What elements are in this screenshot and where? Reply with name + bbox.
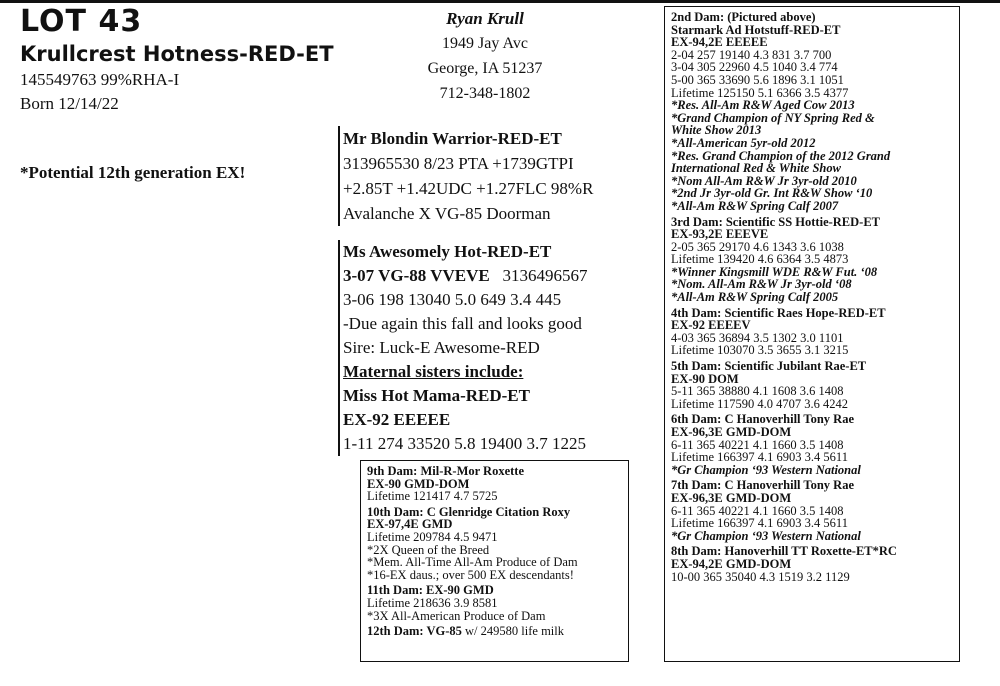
sister-score: EX-92 EEEEE bbox=[343, 410, 451, 429]
ancestor-note: *All-Am R&W Spring Calf 2005 bbox=[671, 290, 839, 305]
potential-note: *Potential 12th generation EX! bbox=[20, 163, 246, 182]
ancestors-right-box bbox=[664, 6, 960, 662]
ancestor-title: 12th Dam: VG-85 bbox=[367, 624, 462, 639]
ancestor-note: International Red & White Show bbox=[671, 161, 841, 176]
ancestor-score: EX-94,2E EEEEE bbox=[671, 35, 768, 50]
ancestor-score: EX-97,4E GMD bbox=[367, 517, 453, 532]
ancestor-12th-line bbox=[367, 625, 622, 638]
dam-registration: 3136496567 bbox=[502, 266, 588, 285]
ancestor-title: 2nd Dam: (Pictured above) bbox=[671, 10, 816, 24]
lot-number: LOT 43 bbox=[20, 4, 143, 39]
ancestor-title: 9th Dam: Mil-R-Mor Roxette bbox=[367, 464, 525, 478]
ancestor-title: 6th Dam: C Hanoverhill Tony Rae bbox=[671, 412, 855, 427]
ancestor-line: Lifetime 166397 4.1 6903 3.4 5611 bbox=[671, 516, 848, 531]
ancestor-line: Lifetime 103070 3.5 3655 3.1 3215 bbox=[671, 343, 849, 358]
ancestor-name: Starmark Ad Hotstuff-RED-ET bbox=[671, 22, 841, 37]
ancestor-score: EX-92 EEEEV bbox=[671, 318, 751, 333]
ancestor-score: EX-90 DOM bbox=[671, 371, 739, 386]
ancestor-line: 5-00 365 33690 5.6 1896 3.1 1051 bbox=[671, 72, 844, 87]
consignor-address-1: 1949 Jay Avc bbox=[442, 35, 528, 52]
ancestor-title: 4th Dam: Scientific Raes Hope-RED-ET bbox=[671, 305, 886, 320]
ancestor-line: 4-03 365 36894 3.5 1302 3.0 1101 bbox=[671, 330, 844, 345]
ancestor-line: Lifetime 117590 4.0 4707 3.6 4242 bbox=[671, 396, 848, 411]
ancestor-line: *2X Queen of the Breed bbox=[367, 542, 490, 557]
dam-note: -Due again this fall and looks good bbox=[343, 314, 582, 333]
ancestor-title: 7th Dam: C Hanoverhill Tony Rae bbox=[671, 478, 855, 493]
ancestor-note: *All-American 5yr-old 2012 bbox=[671, 135, 816, 150]
ancestor-line: 3-04 305 22960 4.5 1040 3.4 774 bbox=[671, 60, 838, 75]
animal-registration: 145549763 99%RHA-I bbox=[20, 70, 180, 89]
consignor-name: Ryan Krull bbox=[446, 9, 524, 28]
ancestor-line: Lifetime 121417 4.7 5725 bbox=[367, 489, 498, 504]
ancestor-title: 11th Dam: EX-90 GMD bbox=[367, 583, 494, 598]
ancestor-score: EX-94,2E GMD-DOM bbox=[671, 556, 792, 571]
dam-score-line bbox=[343, 264, 587, 288]
ancestor-note: *All-Am R&W Spring Calf 2007 bbox=[671, 198, 839, 213]
ancestor-note: White Show 2013 bbox=[671, 123, 762, 138]
ancestor-line: Lifetime 218636 3.9 8581 bbox=[367, 595, 498, 610]
ancestors-left-box bbox=[360, 460, 629, 662]
animal-name: Krullcrest Hotness-RED-ET bbox=[20, 42, 334, 66]
sire-name: Mr Blondin Warrior-RED-ET bbox=[343, 129, 562, 148]
ancestor-note: *Res. All-Am R&W Aged Cow 2013 bbox=[671, 98, 855, 113]
ancestor-line: Lifetime 209784 4.5 9471 bbox=[367, 529, 498, 544]
sire-line-3: Avalanche X VG-85 Doorman bbox=[343, 204, 551, 223]
sire-line-2: +2.85T +1.42UDC +1.27FLC 98%R bbox=[343, 179, 594, 198]
ancestor-score: EX-96,3E GMD-DOM bbox=[671, 425, 792, 439]
ancestor-line: 2-04 257 19140 4.3 831 3.7 700 bbox=[671, 47, 832, 62]
sister-name: Miss Hot Mama-RED-ET bbox=[343, 386, 530, 405]
ancestor-note: *Nom All-Am R&W Jr 3yr-old 2010 bbox=[671, 173, 857, 188]
consignor-address-2: George, IA 51237 bbox=[427, 60, 543, 77]
ancestor-score: EX-93,2E EEEVE bbox=[671, 227, 769, 242]
dam-score: 3-07 VG-88 VVEVE bbox=[343, 266, 490, 285]
dam-record: 3-06 198 13040 5.0 649 3.4 445 bbox=[343, 290, 562, 309]
ancestor-score: EX-96,3E GMD-DOM bbox=[671, 490, 792, 505]
ancestor-note: *2nd Jr 3yr-old Gr. Int R&W Show ‘10 bbox=[671, 186, 873, 201]
ancestor-note: *Nom. All-Am R&W Jr 3yr-old ‘08 bbox=[671, 277, 852, 292]
ancestor-note: *Res. Grand Champion of the 2012 Grand bbox=[671, 148, 891, 163]
sire-line-1: 313965530 8/23 PTA +1739GTPI bbox=[343, 154, 574, 173]
dam-sire: Sire: Luck-E Awesome-RED bbox=[343, 338, 540, 357]
ancestor-title-suffix: w/ 249580 life milk bbox=[461, 624, 564, 639]
ancestor-note: *Gr Champion ‘93 Western National bbox=[671, 462, 861, 477]
ancestor-note: *Grand Champion of NY Spring Red & bbox=[671, 110, 875, 125]
ancestor-title: 8th Dam: Hanoverhill TT Roxette-ET*RC bbox=[671, 544, 897, 559]
ancestor-line: 10-00 365 35040 4.3 1519 3.2 1129 bbox=[671, 569, 850, 584]
sister-record: 1-11 274 33520 5.8 19400 3.7 1225 bbox=[343, 434, 587, 453]
dam-block bbox=[338, 240, 587, 456]
ancestor-note: *Gr Champion ‘93 Western National bbox=[671, 528, 861, 543]
ancestor-line: *16-EX daus.; over 500 EX descendants! bbox=[367, 567, 574, 582]
top-rule bbox=[0, 0, 1000, 3]
dam-name: Ms Awesomely Hot-RED-ET bbox=[343, 242, 552, 261]
animal-birthdate: Born 12/14/22 bbox=[20, 94, 119, 113]
ancestor-note: *Winner Kingsmill WDE R&W Fut. ‘08 bbox=[671, 264, 878, 279]
ancestor-line: Lifetime 139420 4.6 6364 3.5 4873 bbox=[671, 252, 849, 267]
ancestor-line: *3X All-American Produce of Dam bbox=[367, 608, 546, 623]
sire-block bbox=[338, 126, 593, 226]
ancestor-line: Lifetime 125150 5.1 6366 3.5 4377 bbox=[671, 85, 849, 100]
ancestor-line: Lifetime 166397 4.1 6903 3.4 5611 bbox=[671, 450, 848, 465]
ancestor-title: 3rd Dam: Scientific SS Hottie-RED-ET bbox=[671, 214, 881, 229]
ancestor-score: EX-90 GMD-DOM bbox=[367, 476, 470, 491]
ancestor-title: 5th Dam: Scientific Jubilant Rae-ET bbox=[671, 359, 867, 374]
ancestor-line: 2-05 365 29170 4.6 1343 3.6 1038 bbox=[671, 239, 844, 254]
maternal-sisters-heading: Maternal sisters include: bbox=[343, 362, 524, 381]
consignor-block bbox=[380, 6, 590, 106]
ancestor-line: 6-11 365 40221 4.1 1660 3.5 1408 bbox=[671, 503, 844, 518]
consignor-phone: 712-348-1802 bbox=[439, 85, 531, 102]
ancestor-line: *Mem. All-Time All-Am Produce of Dam bbox=[367, 555, 578, 570]
ancestor-line: 5-11 365 38880 4.1 1608 3.6 1408 bbox=[671, 384, 844, 399]
ancestor-title: 10th Dam: C Glenridge Citation Roxy bbox=[367, 504, 571, 519]
ancestor-line: 6-11 365 40221 4.1 1660 3.5 1408 bbox=[671, 437, 844, 452]
